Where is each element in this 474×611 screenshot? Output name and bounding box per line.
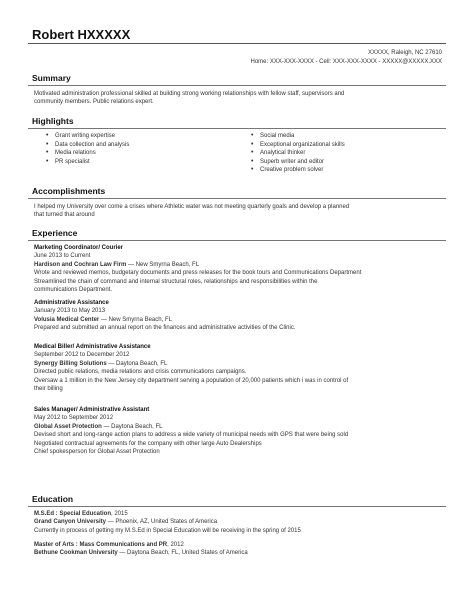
job-employer <box>34 360 439 368</box>
job-employer <box>34 423 439 431</box>
accomplishments-heading: Accomplishments <box>32 186 106 196</box>
degree-line <box>34 541 439 549</box>
job-description-line: Streamlined the chain of command and internal structural roles, relationships and responsibilities within the <box>34 278 318 285</box>
list-item: • Superb writer and editor <box>251 158 345 167</box>
list-item: • PR specialist <box>46 158 129 167</box>
degree-year: , 2012 <box>167 542 184 548</box>
job-employer <box>34 316 439 324</box>
job-entry <box>34 343 439 393</box>
company-name: Synergy Billing Solutions <box>34 360 107 367</box>
job-entry <box>34 299 439 333</box>
job-description-line: Directed public relations, media relations and crisis communications campaigns. <box>34 369 247 376</box>
school-location: — Phoenix, AZ, United States of America <box>106 519 218 526</box>
summary-line: community members. Public relations expert. <box>34 99 154 106</box>
summary-text <box>34 90 439 107</box>
degree-year: , 2015 <box>111 511 128 517</box>
job-dates: June 2013 to Current <box>34 253 91 260</box>
accomplishments-text <box>34 203 439 220</box>
school-line <box>34 549 439 557</box>
education-entry <box>34 541 439 558</box>
job-description-line: Prepared and submitted an annual report on the finances and administrative activities of the Clinic. <box>34 325 296 332</box>
job-title: Medical Biller/ Administrative Assistance <box>34 344 151 350</box>
job-description-line: communications Department. <box>34 287 113 294</box>
job-description-line: Negotiated contractual agreements for the company with other large Auto Dealerships <box>34 440 262 447</box>
degree-name: Master of Arts : Mass Communications and PR <box>34 542 168 548</box>
accomplishments-line: I helped my University over come a crises where Athletic water was not meeting quarterly goals and develop a planned <box>34 204 350 210</box>
job-description-line: their billing <box>34 386 63 393</box>
highlights-left-list <box>46 132 129 166</box>
school-name: Grand Canyon University <box>34 519 107 526</box>
header-divider <box>28 43 446 44</box>
list-item: • Grant writing expertise <box>46 132 129 141</box>
summary-divider <box>28 85 446 86</box>
job-dates: May 2012 to September 2012 <box>34 415 114 422</box>
job-description-line: Oversaw a 1 million in the New Jersey city department serving a population of 20,000 patients which i was in control of <box>34 377 349 384</box>
company-location: — New Smyrna Beach, FL <box>126 261 200 268</box>
list-item: • Analytical thinker <box>251 149 345 158</box>
job-dates: January 2013 to May 2013 <box>34 308 106 315</box>
list-item: • Creative problem solver <box>251 166 345 175</box>
list-item: • Data collection and analysis <box>46 141 129 150</box>
summary-line: Motivated administration professional skilled at building strong working relationships with fellow staff, supervisors and <box>34 91 345 97</box>
job-description-line: Devised short and long-range action plans to address a wide variety of municipal needs with GPS that were being sold <box>34 432 349 439</box>
job-title: Administrative Assistance <box>34 300 109 306</box>
list-item: • Exceptional organizational skills <box>251 141 345 150</box>
company-location: — New Smyrna Beach, FL <box>99 316 172 323</box>
company-location: — Daytona Beach, FL <box>106 360 168 367</box>
experience-heading: Experience <box>32 228 78 238</box>
job-employer <box>34 261 439 269</box>
job-description-line: Wrote and reviewed memos, budgetary documents and press releases for the book tours and Communications Department <box>34 270 362 277</box>
job-entry <box>34 406 439 456</box>
job-description-line: Chief spokesperson for Global Asset Protection <box>34 449 160 456</box>
education-entry <box>34 510 439 535</box>
school-line <box>34 518 439 526</box>
list-item: • Media relations <box>46 149 129 158</box>
education-note: Currently in process of getting my M.S.Ed in Special Education will be receiving in the spring of 2015 <box>34 527 301 534</box>
school-name: Bethune Cookman University <box>34 550 118 557</box>
company-location: — Daytona Beach, FL <box>101 423 163 430</box>
company-name: Hardison and Cochran Law Firm <box>34 261 127 268</box>
list-item: • Social media <box>251 132 345 141</box>
degree-line <box>34 510 439 518</box>
highlights-divider <box>28 128 446 129</box>
highlights-heading: Highlights <box>32 116 74 126</box>
contact-line: Home: XXX-XXX-XXXX - Cell: XXX-XXX-XXXX - XXXXX@XXXXX.XXX <box>250 59 442 65</box>
education-heading: Education <box>32 494 74 504</box>
company-name: Volusia Medical Center <box>34 316 100 323</box>
job-entry <box>34 244 439 294</box>
highlights-right-list <box>251 132 345 175</box>
candidate-name: Robert HXXXXX <box>32 27 131 42</box>
job-title: Marketing Coordinator/ Courier <box>34 245 124 251</box>
summary-heading: Summary <box>32 73 71 83</box>
job-title: Sales Manager/ Administrative Assistant <box>34 407 150 413</box>
accomplishments-divider <box>28 198 446 199</box>
school-location: — Daytona Beach, FL, United States of America <box>117 550 248 557</box>
degree-name: M.S.Ed : Special Education <box>34 511 112 517</box>
education-divider <box>28 506 446 507</box>
job-dates: September 2012 to December 2012 <box>34 352 130 359</box>
address-line: XXXXX, Raleigh, NC 27610 <box>367 50 442 56</box>
accomplishments-line: that turned that around <box>34 212 95 219</box>
company-name: Global Asset Protection <box>34 423 102 430</box>
experience-divider <box>28 240 446 241</box>
